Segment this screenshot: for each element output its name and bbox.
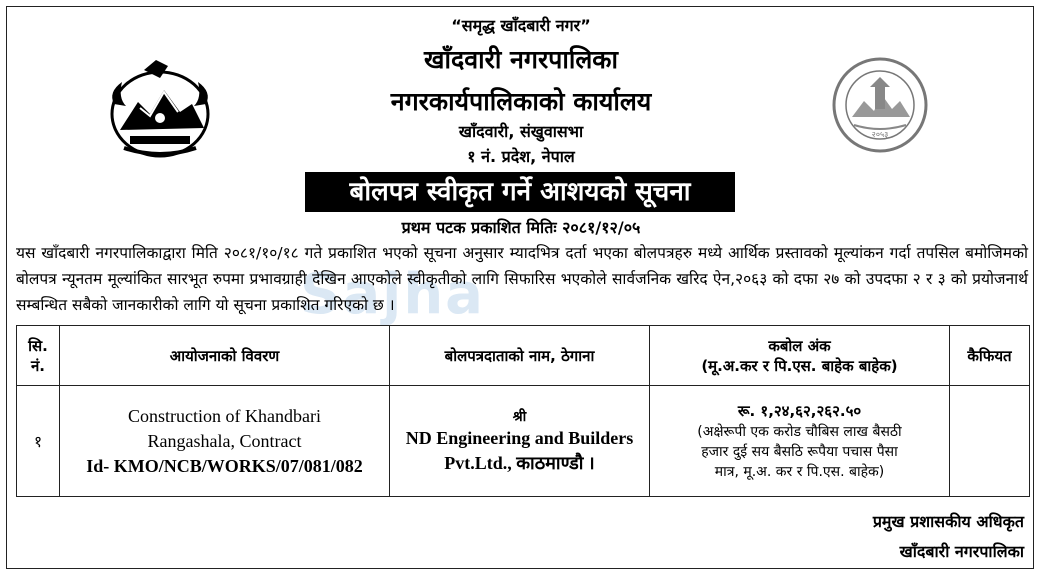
address-province: १ नं. प्रदेश, नेपाल [467,147,575,166]
signature-designation: प्रमुख प्रशासकीय अधिकृत [872,512,1024,531]
bid-table [16,325,1030,497]
header-project-description: आयोजनाको विवरण [60,326,390,386]
cell-project-description: Construction of Khandbari Rangashala, Contract Id- KMO/NCB/WORKS/07/081/082 [60,386,390,497]
table-row [17,386,1030,497]
signature-office: खाँदबारी नगरपालिका [899,542,1024,561]
svg-text:२०५३: २०५३ [871,130,889,139]
table-header-row [17,326,1030,386]
header-remarks: कैफियत [950,326,1030,386]
header-bidder: बोलपत्रदाताको नाम, ठेगाना [390,326,650,386]
watermark: Sajha [300,262,485,327]
municipality-name: खाँदवारी नगरपालिका [424,45,618,74]
notice-heading: बोलपत्र स्वीकृत गर्ने आशयको सूचना [305,172,735,212]
cell-bid-amount: रू. १,२४,६२,२६२.५० (अक्षेरूपी एक करोड चौबिस लाख बैसठी हजार दुई सय बैसठि रूपैया पचास पैसा मात्र, मू.अ. कर र पि.एस. बाहेक) [650,386,950,497]
notice-body: यस खाँदबारी नगरपालिकाद्वारा मिति २०८१/१०/१८ गते प्रकाशित भएको सूचना अनुसार म्यादभित्र दर्ता भएका बोलपत्रहरु मध्ये आर्थिक प्रस्तावको मूल्यांकन गर्दा तपसिल बमोजिमको बोलपत्र न्यूनतम मूल्यांकित सारभूत रुपमा प्रभावग्राही देखिन आएकोले स्वीकृतीको लागि सिफारिस भएकोले सार्वजनिक खरिद ऐन,२०६३ को दफा २७ को उपदफा २ र ३ को प्रयोजनार्थ सम्बन्धित सबैको जानकारीको लागि यो सूचना प्रकाशित गरिएको छ । [16,244,1028,314]
header-bid-amount: कबोल अंक (मू.अ.कर र पि.एस. बाहेक बाहेक) [650,326,950,386]
address-district: खाँदवारी, संखुवासभा [458,122,584,141]
cell-serial-number: १ [17,386,60,497]
cell-remarks [950,386,1030,497]
published-date: प्रथम पटक प्रकाशित मितिः २०८१/१२/०५ [401,218,641,237]
slogan: “समृद्ध खाँदबारी नगर” [451,16,591,35]
office-name: नगरकार्यपालिकाको कार्यालय [390,87,652,116]
header-serial-number: सि. नं. [17,326,60,386]
cell-bidder: श्री ND Engineering and Builders Pvt.Ltd., काठमाण्डौ । [390,386,650,497]
